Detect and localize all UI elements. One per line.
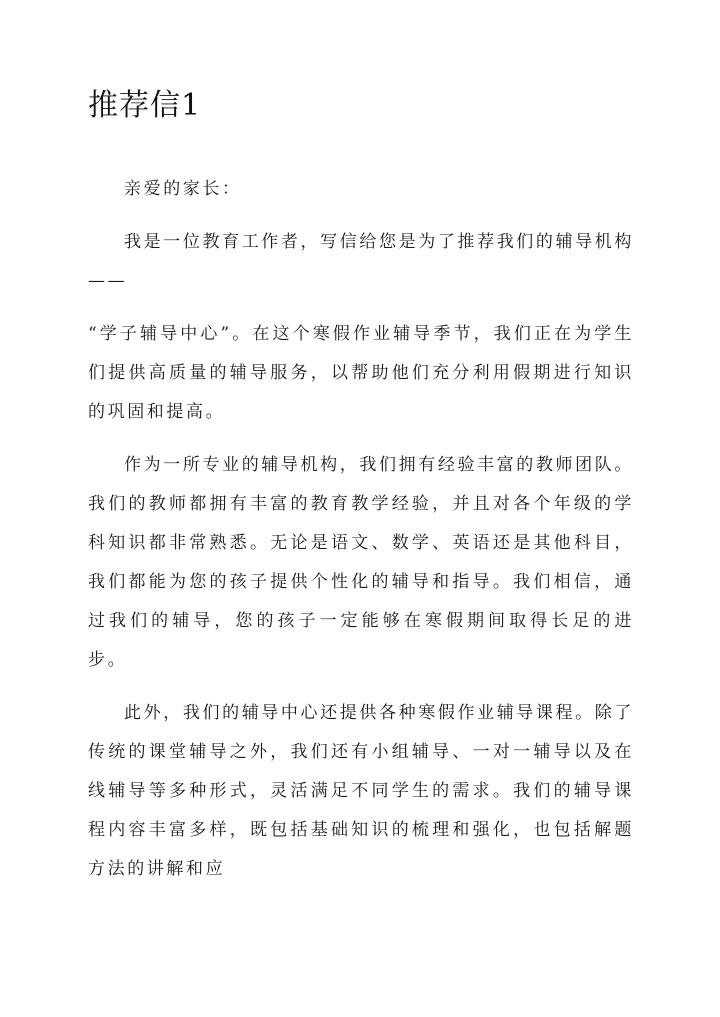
paragraph-teachers: 作为一所专业的辅导机构，我们拥有经验丰富的教师团队。我们的教师都拥有丰富的教育教学经验，并且对各个年级的学科知识都非常熟悉。无论是语文、数学、英语还是其他科目，我们都能为您的孩子提供个性化的辅导和指导。我们相信，通过我们的辅导，您的孩子一定能够在寒假期间取得长足的进步。 [88,455,634,670]
paragraph-intro-continued: “学子辅导中心”。在这个寒假作业辅导季节，我们正在为学生们提供高质量的辅导服务，以帮助他们充分利用假期进行知识的巩固和提高。 [88,324,634,422]
letter-body [88,170,634,903]
salutation: 亲爱的家长： [124,179,242,199]
paragraph-courses: 此外，我们的辅导中心还提供各种寒假作业辅导课程。除了传统的课堂辅导之外，我们还有小组辅导、一对一辅导以及在线辅导等多种形式，灵活满足不同学生的需求。我们的辅导课程内容丰富多样，既包括基础知识的梳理和强化，也包括解题方法的讲解和应 [88,703,634,879]
paragraph-intro: 我是一位教育工作者，写信给您是为了推荐我们的辅导机构—— [88,232,634,291]
document-title: 推荐信1 [88,88,202,123]
